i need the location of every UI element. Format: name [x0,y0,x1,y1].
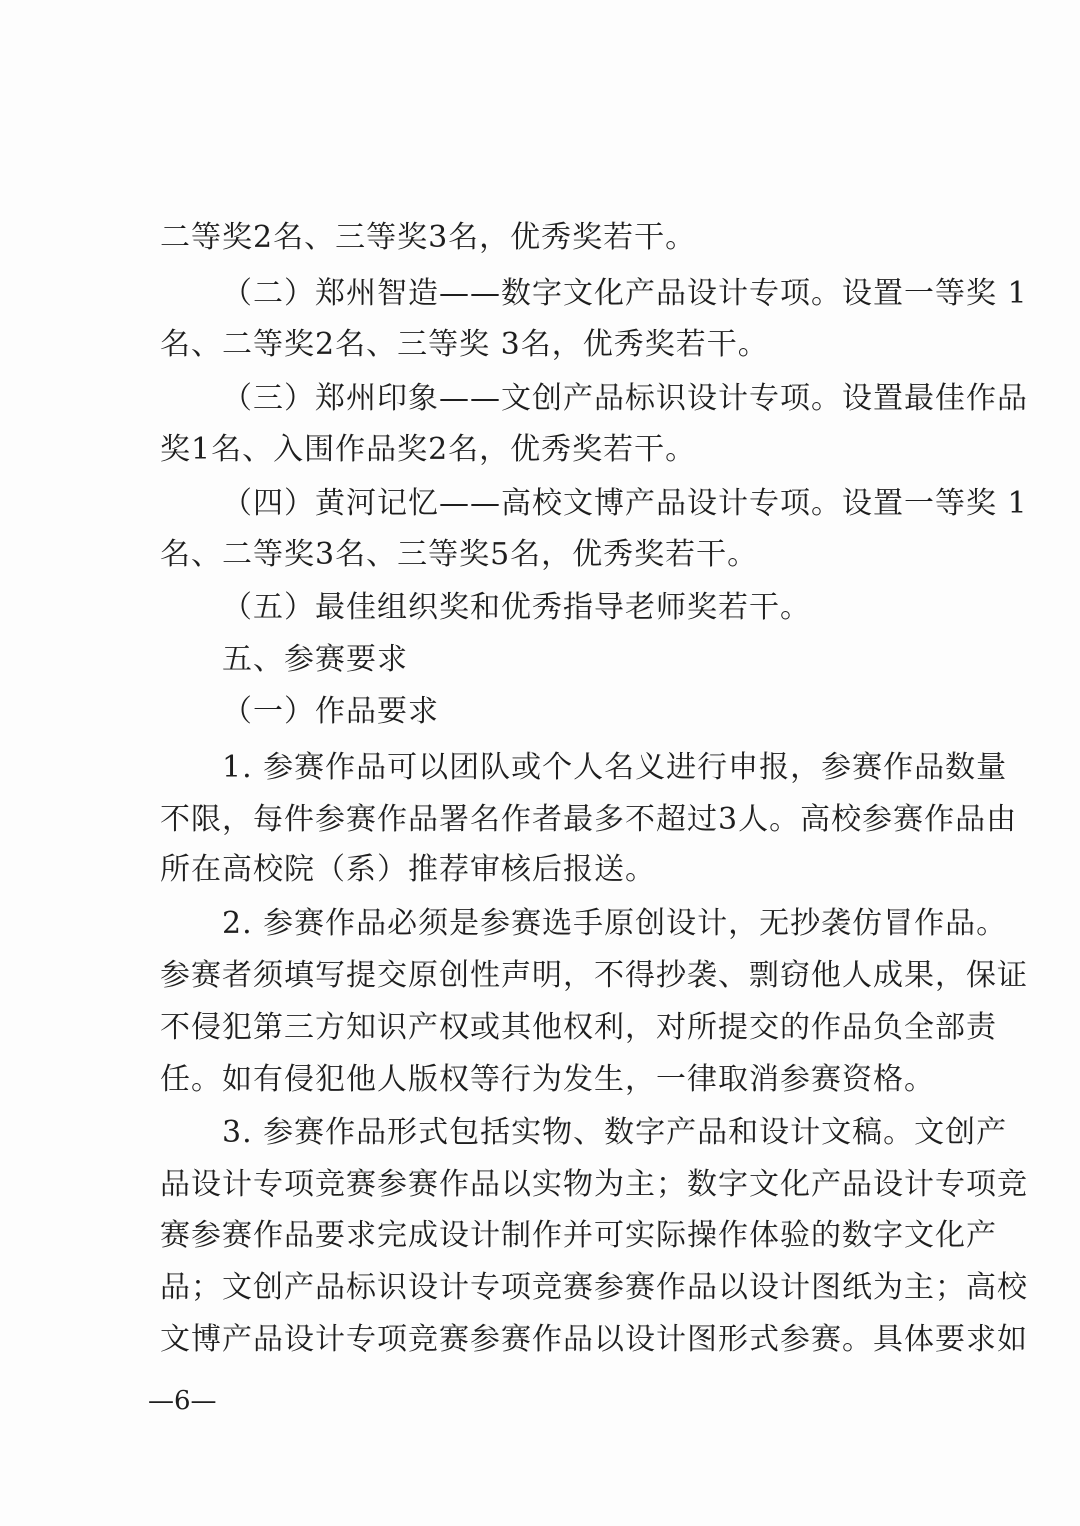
text-line: （四）黄河记忆——高校文博产品设计专项。设置一等奖 1 [222,486,1028,521]
text-line: 奖1名、入围作品奖2名，优秀奖若干。 [160,432,697,467]
text-line: （五）最佳组织奖和优秀指导老师奖若干。 [222,590,811,625]
text-line: 不限，每件参赛作品署名作者最多不超过3人。高校参赛作品由 [160,802,1018,837]
text-line: 2. 参赛作品必须是参赛选手原创设计，无抄袭仿冒作品。 [222,906,1008,941]
text-line: 参赛者须填写提交原创性声明，不得抄袭、剽窃他人成果，保证 [160,958,1028,993]
text-line: 1. 参赛作品可以团队或个人名义进行申报，参赛作品数量 [222,750,1008,785]
page-number: —6— [148,1386,217,1416]
text-line: 文博产品设计专项竞赛参赛作品以设计图形式参赛。具体要求如 [160,1322,1028,1357]
text-line: 赛参赛作品要求完成设计制作并可实际操作体验的数字文化产 [160,1218,997,1253]
text-line: （三）郑州印象——文创产品标识设计专项。设置最佳作品 [222,381,1028,416]
text-line: 名、二等奖2名、三等奖 3名，优秀奖若干。 [160,327,769,362]
text-line: 名、二等奖3名、三等奖5名，优秀奖若干。 [160,537,759,572]
text-line: 所在高校院（系）推荐审核后报送。 [160,852,656,887]
text-line: 二等奖2名、三等奖3名，优秀奖若干。 [160,220,697,255]
text-line: （二）郑州智造——数字文化产品设计专项。设置一等奖 1 [222,276,1028,311]
text-line: 品；文创产品标识设计专项竞赛参赛作品以设计图纸为主；高校 [160,1270,1028,1305]
text-line: 任。如有侵犯他人版权等行为发生，一律取消参赛资格。 [160,1062,935,1097]
text-line: 不侵犯第三方知识产权或其他权利，对所提交的作品负全部责 [160,1010,997,1045]
text-line: 品设计专项竞赛参赛作品以实物为主；数字文化产品设计专项竞 [160,1167,1028,1202]
section-heading: 五、参赛要求 [222,642,408,677]
text-line: 3. 参赛作品形式包括实物、数字产品和设计文稿。文创产 [222,1115,1008,1150]
subsection-heading: （一）作品要求 [222,694,439,729]
